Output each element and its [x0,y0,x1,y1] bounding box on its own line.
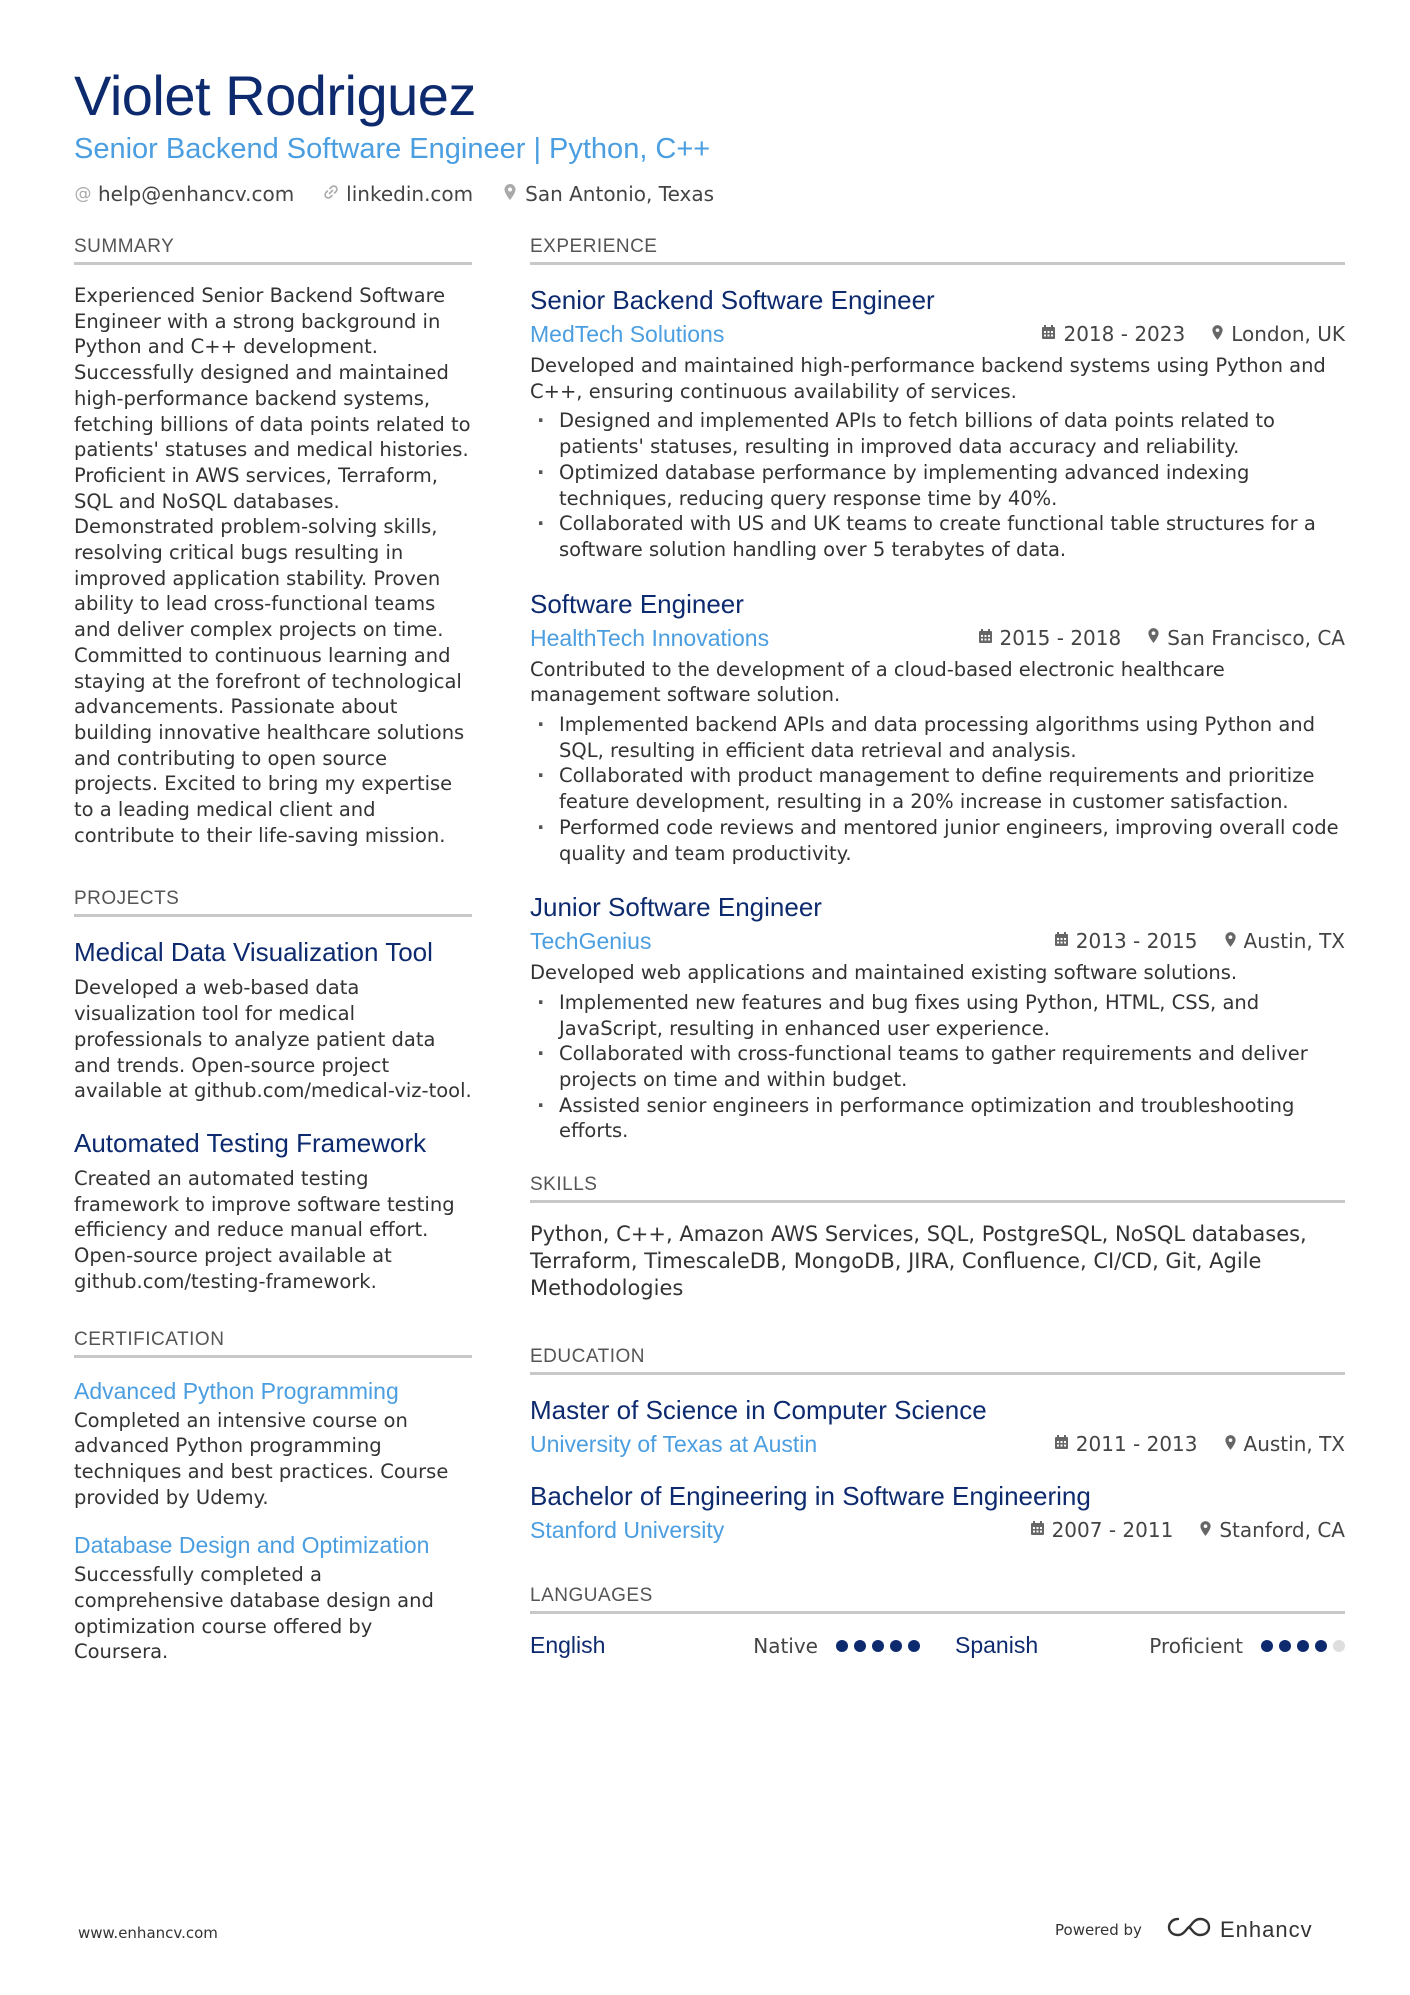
education-entry [530,1393,1345,1459]
languages-section [530,1585,1345,1659]
email-text: help@enhancv.com [98,182,295,206]
education-dates-text: 2011 - 2013 [1075,1432,1198,1457]
project-item [74,1126,472,1295]
language-entry [530,1632,920,1659]
project-title: Medical Data Visualization Tool [74,937,433,968]
job-bullets [530,712,1345,866]
job-location [1211,322,1345,346]
summary-heading: SUMMARY [74,236,472,265]
certification-desc: Completed an intensive course on advanced Python programming techniques and best practices. Course provided by Udemy. [74,1408,449,1509]
job-location-text: London, UK [1231,322,1345,346]
job-meta-right [1041,322,1345,346]
languages-row [530,1632,1345,1659]
job-bullet: · Implemented new features and bug fixes using Python, HTML, CSS, and JavaScript, resulting in enhanced user experience. [530,990,1345,1041]
infinity-logo-icon [1166,1914,1212,1946]
job-meta [530,926,1345,956]
location-pin-icon [1224,1434,1237,1455]
job-meta-right [1054,929,1345,953]
job-location-text: San Francisco, CA [1167,625,1345,650]
rating-dot-filled [836,1640,848,1652]
rating-dot-filled [1279,1640,1291,1652]
contact-linkedin[interactable] [322,182,473,206]
location-pin-icon [1224,931,1237,952]
education-location [1224,1432,1345,1456]
project-title: Automated Testing Framework [74,1127,427,1158]
skills-text: Python, C++, Amazon AWS Services, SQL, PostgreSQL, NoSQL databases, Terraform, TimescaleDB, MongoDB, JIRA, Confluence, CI/CD, Git, Agile Methodologies [530,1222,1307,1301]
rating-dots [1261,1640,1345,1652]
company-name: MedTech Solutions [530,321,725,347]
linkedin-text: linkedin.com [346,182,474,206]
rating-dot-filled [854,1640,866,1652]
link-icon [322,184,340,205]
calendar-icon [1054,931,1069,951]
powered-by-text: Powered by [1055,1921,1142,1939]
summary-text: Experienced Senior Backend Software Engineer with a strong background in Python and C++ development. Successfully designed and maintained high-performance backend systems, fetching billions of data points related to patients' statuses and medical histories. Proficient in AWS services, Terraform, SQL and NoSQL databases. Demonstrated problem-solving skills, resolving critical bugs resulting in improved application stability. Proven ability to lead cross-functional teams and deliver complex projects on time. Committed to continuous learning and staying at the forefront of technological advancements. Passionate about building innovative healthcare solutions and contributing to open source projects. Excited to bring my expertise to a leading medical client and contribute to their life-saving mission. [74,284,471,847]
education-meta-right [1030,1518,1345,1542]
job-bullet: · Performed code reviews and mentored junior engineers, improving overall code quality and team productivity. [530,815,1345,866]
job-entry [530,890,1345,1144]
calendar-icon [1054,1434,1069,1454]
skills-heading: SKILLS [530,1174,1345,1203]
education-meta [530,1515,1345,1545]
certification-title: Advanced Python Programming [74,1377,399,1404]
job-title: Senior Backend Software Engineer [530,285,935,315]
job-bullet: · Collaborated with product management to define requirements and prioritize feature development, resulting in a 20% increase in customer satisfaction. [530,763,1345,814]
language-proficiency [1149,1634,1345,1658]
school-name: Stanford University [530,1517,725,1544]
job-meta [530,623,1345,653]
job-dates-text: 2018 - 2023 [1063,322,1186,346]
job-title: Software Engineer [530,588,744,619]
location-pin-icon [1211,324,1224,345]
language-name: Spanish [955,1632,1039,1659]
education-location-text: Stanford, CA [1219,1518,1345,1543]
location-pin-icon [1147,627,1160,648]
experience-section [530,236,1345,1144]
job-dates [1041,322,1185,346]
education-entry [530,1479,1345,1545]
education-heading: EDUCATION [530,1346,1345,1375]
contact-location [501,182,714,206]
certification-heading: CERTIFICATION [74,1329,472,1358]
education-dates [1030,1518,1174,1542]
languages-heading: LANGUAGES [530,1585,1345,1614]
brand-logo[interactable] [1166,1914,1313,1946]
job-bullet: · Collaborated with cross-functional teams to gather requirements and deliver projects on time and within budget. [530,1041,1345,1092]
contact-row [74,182,1344,206]
degree-title: Master of Science in Computer Science [530,1395,987,1426]
certification-item [74,1530,472,1665]
project-desc: Developed a web-based data visualization tool for medical professionals to analyze patient data and trends. Open-source project available at github.com/medical-viz-tool. [74,976,472,1103]
job-description: Developed and maintained high-performance backend systems using Python and C++, ensuring continuous availability of services. [530,354,1326,403]
rating-dot-filled [1297,1640,1309,1652]
rating-dot-filled [890,1640,902,1652]
job-bullet: · Designed and implemented APIs to fetch billions of data points related to patients' statuses, resulting in improved data accuracy and reliability. [530,408,1345,459]
language-level: Proficient [1149,1633,1243,1658]
location-text: San Antonio, Texas [525,182,715,206]
job-entry [530,283,1345,563]
certification-title: Database Design and Optimization [74,1532,430,1559]
rating-dot-filled [1315,1640,1327,1652]
job-dates [978,626,1122,650]
job-entry [530,587,1345,867]
rating-dot-filled [872,1640,884,1652]
job-location-text: Austin, TX [1243,929,1345,954]
calendar-icon [978,628,993,648]
calendar-icon [1030,1520,1045,1540]
education-section [530,1346,1345,1545]
job-dates-text: 2013 - 2015 [1075,929,1198,954]
school-name: University of Texas at Austin [530,1431,818,1458]
job-bullet: · Optimized database performance by implementing advanced indexing techniques, reducing query response time by 40%. [530,460,1345,511]
contact-email[interactable] [74,182,294,206]
job-meta [530,319,1345,349]
left-column [74,236,472,1695]
certification-item [74,1376,472,1511]
job-bullet: · Implemented backend APIs and data processing algorithms using Python and SQL, resulting in efficient data retrieval and analysis. [530,712,1345,763]
footer-branding [1055,1914,1313,1946]
job-title: Junior Software Engineer [530,892,822,923]
brand-name: Enhancv [1219,1917,1313,1942]
job-location [1224,929,1345,953]
language-level: Native [753,1633,818,1658]
candidate-headline: Senior Backend Software Engineer | Python, C++ [74,133,711,165]
job-bullets [530,408,1345,562]
education-dates-text: 2007 - 2011 [1051,1518,1174,1543]
education-meta [530,1429,1345,1459]
summary-section [74,236,472,848]
job-location [1147,626,1345,650]
certification-section [74,1329,472,1666]
certification-desc: Successfully completed a comprehensive database design and optimization course offered by Coursera. [74,1563,434,1664]
job-bullet: · Assisted senior engineers in performance optimization and troubleshooting efforts. [530,1093,1345,1144]
projects-heading: PROJECTS [74,888,472,917]
job-bullet: · Collaborated with US and UK teams to create functional table structures for a software solution handling over 5 terabytes of data. [530,511,1345,562]
job-description: Developed web applications and maintained existing software solutions. [530,961,1238,985]
education-dates [1054,1432,1198,1456]
education-meta-right [1054,1432,1345,1456]
company-name: TechGenius [530,928,652,955]
candidate-name: Violet Rodriguez [74,64,476,127]
location-pin-icon [1199,1520,1212,1541]
job-meta-right [978,626,1346,650]
rating-dot-empty [1333,1640,1345,1652]
language-proficiency [753,1634,920,1658]
project-desc: Created an automated testing framework to improve software testing efficiency and reduce manual effort. Open-source project available at github.com/testing-framework. [74,1166,455,1293]
job-description: Contributed to the development of a cloud-based electronic healthcare management software solution. [530,657,1225,707]
education-location [1199,1518,1345,1542]
projects-section [74,888,472,1294]
rating-dots [836,1640,920,1652]
rating-dot-filled [908,1640,920,1652]
degree-title: Bachelor of Engineering in Software Engineering [530,1481,1091,1512]
project-item [74,935,472,1104]
calendar-icon [1041,324,1056,344]
experience-heading: EXPERIENCE [530,236,1345,265]
job-dates-text: 2015 - 2018 [999,625,1122,650]
education-location-text: Austin, TX [1243,1432,1345,1457]
at-icon: @ [74,184,92,204]
language-entry [955,1632,1345,1659]
job-dates [1054,929,1198,953]
language-name: English [530,1632,606,1659]
skills-section [530,1174,1345,1302]
company-name: HealthTech Innovations [530,624,770,651]
job-bullets [530,990,1345,1144]
right-column [530,236,1345,1689]
resume-header [74,62,1344,206]
location-pin-icon [501,183,519,206]
footer-website[interactable]: www.enhancv.com [78,1924,218,1942]
rating-dot-filled [1261,1640,1273,1652]
